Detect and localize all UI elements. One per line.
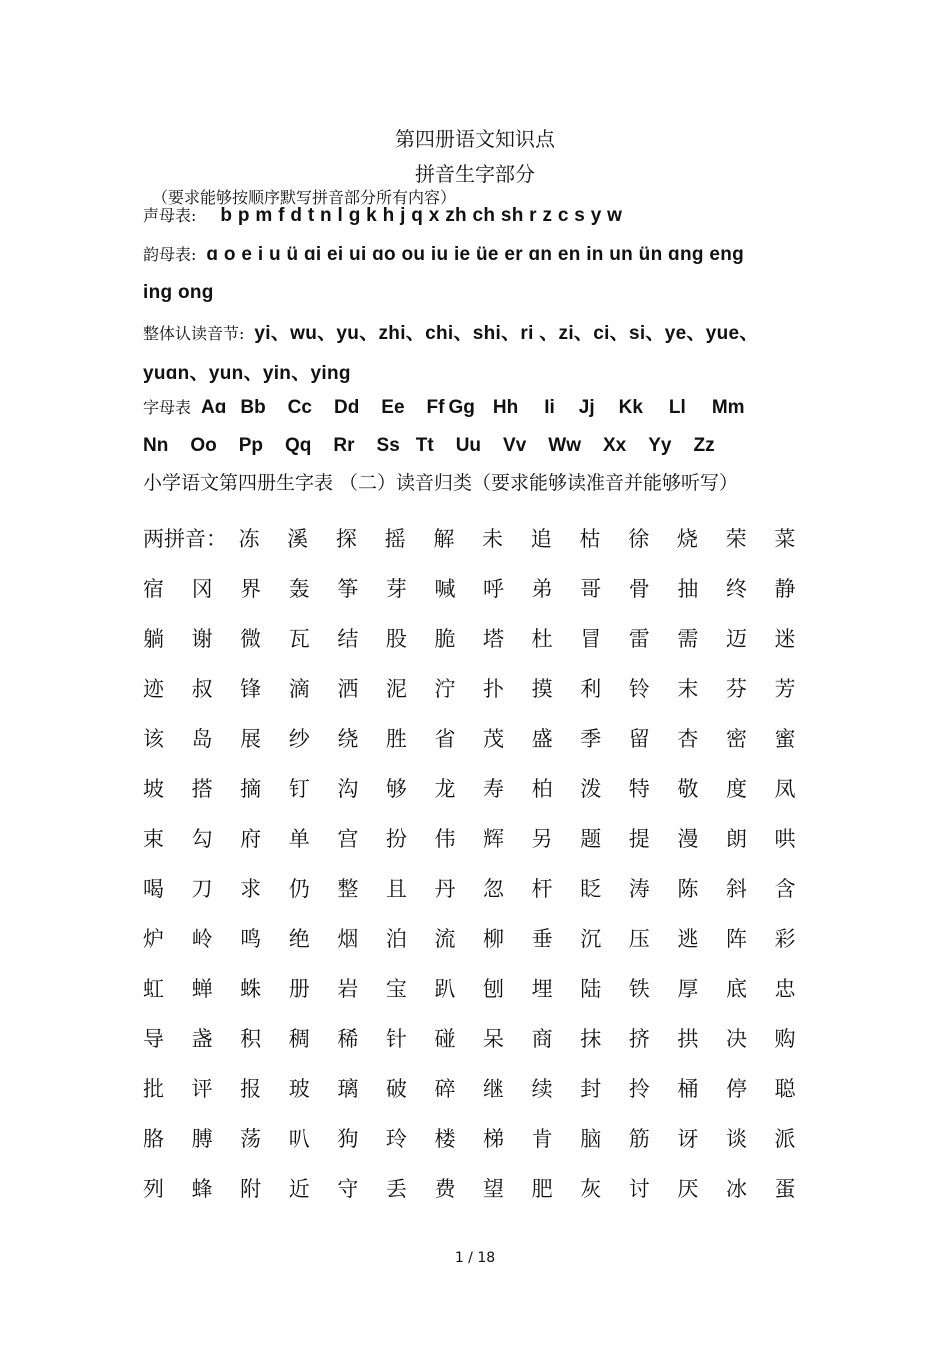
char-row bbox=[143, 613, 823, 663]
hanzi-char: 冒 bbox=[580, 627, 602, 651]
hanzi-char: 报 bbox=[240, 1077, 262, 1101]
hanzi-char: 稀 bbox=[337, 1027, 359, 1051]
zimu-line-2 bbox=[143, 435, 737, 457]
char-row bbox=[143, 1063, 823, 1113]
hanzi-char: 聪 bbox=[774, 1077, 796, 1101]
hanzi-char: 厌 bbox=[677, 1177, 699, 1201]
hanzi-char: 桶 bbox=[677, 1077, 699, 1101]
alphabet-pair: Bb bbox=[240, 397, 266, 418]
hanzi-char: 泼 bbox=[580, 777, 602, 801]
hanzi-char: 杜 bbox=[531, 627, 553, 651]
hanzi-char: 柏 bbox=[531, 777, 553, 801]
hanzi-char: 泊 bbox=[385, 927, 407, 951]
hanzi-char: 荣 bbox=[725, 527, 747, 551]
hanzi-char: 伟 bbox=[434, 827, 456, 851]
hanzi-char: 拎 bbox=[628, 1077, 650, 1101]
hanzi-char: 搭 bbox=[191, 777, 213, 801]
hanzi-char: 末 bbox=[677, 677, 699, 701]
alphabet-pair: Cc bbox=[287, 397, 312, 418]
hanzi-char: 哥 bbox=[580, 577, 602, 601]
hanzi-char: 厚 bbox=[677, 977, 699, 1001]
section-title: 小学语文第四册生字表 （二）读音归类（要求能够读准音并能够听写） bbox=[143, 472, 739, 494]
hanzi-char: 溪 bbox=[287, 527, 309, 551]
hanzi-char: 迈 bbox=[725, 627, 747, 651]
hanzi-char: 虹 bbox=[143, 977, 164, 1001]
hanzi-char: 购 bbox=[774, 1027, 796, 1051]
hanzi-char: 荡 bbox=[240, 1127, 262, 1151]
hanzi-char: 碎 bbox=[434, 1077, 456, 1101]
hanzi-char: 灰 bbox=[580, 1177, 602, 1201]
hanzi-char: 蜜 bbox=[774, 727, 796, 751]
hanzi-char: 塔 bbox=[483, 627, 505, 651]
alphabet-pair: Vv bbox=[503, 435, 527, 456]
hanzi-char: 芽 bbox=[385, 577, 407, 601]
hanzi-char: 鸣 bbox=[240, 927, 262, 951]
hanzi-char: 冈 bbox=[191, 577, 213, 601]
hanzi-char: 派 bbox=[774, 1127, 796, 1151]
hanzi-char: 漫 bbox=[677, 827, 699, 851]
hanzi-char: 忠 bbox=[774, 977, 796, 1001]
hanzi-char: 楼 bbox=[434, 1127, 456, 1151]
hanzi-char: 另 bbox=[531, 827, 553, 851]
hanzi-char: 盏 bbox=[191, 1027, 213, 1051]
hanzi-char: 肯 bbox=[531, 1127, 553, 1151]
hanzi-char: 胜 bbox=[385, 727, 407, 751]
hanzi-char: 宿 bbox=[143, 577, 164, 601]
char-row bbox=[143, 1113, 823, 1163]
hanzi-char: 徐 bbox=[628, 527, 650, 551]
zhengti-value-2: yuɑn、yun、yin、yinɡ bbox=[143, 363, 351, 384]
hanzi-char: 探 bbox=[335, 527, 357, 551]
alphabet-pair: Xx bbox=[603, 435, 627, 456]
zimu-line-1 bbox=[143, 395, 767, 419]
hanzi-char: 终 bbox=[725, 577, 747, 601]
hanzi-char: 界 bbox=[240, 577, 262, 601]
hanzi-char: 铃 bbox=[628, 677, 650, 701]
hanzi-char: 蛋 bbox=[774, 1177, 796, 1201]
hanzi-char: 叭 bbox=[288, 1127, 310, 1151]
alphabet-pair: Gɡ bbox=[448, 397, 475, 418]
hanzi-char: 含 bbox=[774, 877, 796, 901]
hanzi-char: 摘 bbox=[240, 777, 262, 801]
char-row bbox=[143, 563, 823, 613]
hanzi-char: 叔 bbox=[191, 677, 213, 701]
hanzi-char: 坡 bbox=[143, 777, 164, 801]
hanzi-char: 积 bbox=[240, 1027, 262, 1051]
hanzi-char: 封 bbox=[580, 1077, 602, 1101]
alphabet-pair: Hh bbox=[492, 397, 519, 418]
hanzi-char: 迹 bbox=[143, 677, 164, 701]
hanzi-char: 蜂 bbox=[191, 1177, 213, 1201]
hanzi-char: 续 bbox=[531, 1077, 553, 1101]
hanzi-char: 度 bbox=[725, 777, 747, 801]
hanzi-char: 脑 bbox=[580, 1127, 602, 1151]
hanzi-char: 凤 bbox=[774, 777, 796, 801]
hanzi-char: 轰 bbox=[288, 577, 310, 601]
hanzi-char: 眨 bbox=[580, 877, 602, 901]
hanzi-char: 龙 bbox=[434, 777, 456, 801]
character-table bbox=[143, 513, 823, 1213]
hanzi-char: 该 bbox=[143, 727, 164, 751]
hanzi-char: 册 bbox=[288, 977, 310, 1001]
hanzi-char: 盛 bbox=[531, 727, 553, 751]
hanzi-char: 脆 bbox=[434, 627, 456, 651]
hanzi-char: 特 bbox=[628, 777, 650, 801]
table-row-label: 两拼音： bbox=[143, 527, 227, 551]
alphabet-pair: Yy bbox=[648, 435, 672, 456]
hanzi-char: 呼 bbox=[483, 577, 505, 601]
hanzi-char: 茂 bbox=[483, 727, 505, 751]
hanzi-char: 密 bbox=[725, 727, 747, 751]
zhengti-line-1 bbox=[143, 318, 759, 345]
hanzi-char: 枯 bbox=[579, 527, 601, 551]
alphabet-pair: Mm bbox=[711, 397, 745, 418]
hanzi-char: 趴 bbox=[434, 977, 456, 1001]
hanzi-char: 扮 bbox=[385, 827, 407, 851]
hanzi-char: 肥 bbox=[531, 1177, 553, 1201]
hanzi-char: 呆 bbox=[483, 1027, 505, 1051]
hanzi-char: 解 bbox=[433, 527, 455, 551]
alphabet-pair: Ss bbox=[376, 435, 400, 456]
hanzi-char: 稠 bbox=[288, 1027, 310, 1051]
hanzi-char: 导 bbox=[143, 1027, 164, 1051]
hanzi-char: 菜 bbox=[774, 527, 796, 551]
alphabet-pair: Tt bbox=[415, 435, 434, 456]
hanzi-char: 烧 bbox=[676, 527, 698, 551]
hanzi-char: 璃 bbox=[337, 1077, 359, 1101]
hanzi-char: 刨 bbox=[483, 977, 505, 1001]
alphabet-pair: Qq bbox=[285, 435, 312, 456]
hanzi-char: 商 bbox=[531, 1027, 553, 1051]
alphabet-pair: Zz bbox=[693, 435, 715, 456]
hanzi-char: 寿 bbox=[483, 777, 505, 801]
hanzi-char: 微 bbox=[240, 627, 262, 651]
char-row bbox=[143, 1163, 823, 1213]
char-row bbox=[143, 863, 823, 913]
hanzi-char: 辉 bbox=[483, 827, 505, 851]
hanzi-char: 陈 bbox=[677, 877, 699, 901]
hanzi-char: 需 bbox=[677, 627, 699, 651]
hanzi-char: 追 bbox=[530, 527, 552, 551]
hanzi-char: 守 bbox=[337, 1177, 359, 1201]
hanzi-char: 芳 bbox=[774, 677, 796, 701]
hanzi-char: 逃 bbox=[677, 927, 699, 951]
hanzi-char: 抽 bbox=[677, 577, 699, 601]
zhengti-label: 整体认读音节: bbox=[143, 324, 245, 343]
hanzi-char: 沟 bbox=[337, 777, 359, 801]
hanzi-char: 炉 bbox=[143, 927, 164, 951]
hanzi-char: 泞 bbox=[434, 677, 456, 701]
zhengti-line-2 bbox=[143, 358, 351, 385]
hanzi-char: 胳 bbox=[143, 1127, 164, 1151]
hanzi-char: 列 bbox=[143, 1177, 164, 1201]
alphabet-pair: Ww bbox=[548, 435, 581, 456]
hanzi-char: 批 bbox=[143, 1077, 164, 1101]
char-row bbox=[143, 763, 823, 813]
char-row bbox=[143, 963, 823, 1013]
alphabet-pair: Jj bbox=[578, 397, 595, 418]
hanzi-char: 挤 bbox=[628, 1027, 650, 1051]
hanzi-char: 决 bbox=[725, 1027, 747, 1051]
hanzi-char: 讶 bbox=[677, 1127, 699, 1151]
shengmu-label: 声母表: bbox=[143, 206, 197, 225]
hanzi-char: 宫 bbox=[337, 827, 359, 851]
hanzi-char: 膊 bbox=[191, 1127, 213, 1151]
hanzi-char: 破 bbox=[385, 1077, 407, 1101]
hanzi-char: 题 bbox=[580, 827, 602, 851]
hanzi-char: 岛 bbox=[191, 727, 213, 751]
hanzi-char: 拱 bbox=[677, 1027, 699, 1051]
zhengti-value-1: yi、wu、yu、zhi、chi、shi、ri 、zi、ci、si、ye、yue、 bbox=[254, 323, 759, 344]
char-row bbox=[143, 663, 823, 713]
hanzi-char: 杆 bbox=[531, 877, 553, 901]
page-subtitle: 拼音生字部分 bbox=[415, 162, 535, 186]
hanzi-char: 碰 bbox=[434, 1027, 456, 1051]
hanzi-char: 钉 bbox=[288, 777, 310, 801]
hanzi-char: 摇 bbox=[384, 527, 406, 551]
char-row bbox=[143, 813, 823, 863]
hanzi-char: 骨 bbox=[628, 577, 650, 601]
hanzi-char: 针 bbox=[385, 1027, 407, 1051]
hanzi-char: 扑 bbox=[483, 677, 505, 701]
hanzi-char: 柳 bbox=[483, 927, 505, 951]
hanzi-char: 整 bbox=[337, 877, 359, 901]
alphabet-pair: Kk bbox=[618, 397, 643, 418]
hanzi-char: 筝 bbox=[337, 577, 359, 601]
hanzi-char: 丢 bbox=[385, 1177, 407, 1201]
yunmu-line-2 bbox=[143, 282, 214, 304]
page-number: 1 / 18 bbox=[454, 1250, 496, 1266]
hanzi-char: 埋 bbox=[531, 977, 553, 1001]
hanzi-char: 冻 bbox=[238, 527, 260, 551]
hanzi-char: 仍 bbox=[288, 877, 310, 901]
hanzi-char: 沉 bbox=[580, 927, 602, 951]
shengmu-line bbox=[143, 203, 622, 227]
zimu-label: 字母表 bbox=[143, 398, 192, 417]
hanzi-char: 芬 bbox=[725, 677, 747, 701]
hanzi-char: 评 bbox=[191, 1077, 213, 1101]
hanzi-char: 股 bbox=[385, 627, 407, 651]
hanzi-char: 利 bbox=[580, 677, 602, 701]
hanzi-char: 瓦 bbox=[288, 627, 310, 651]
alphabet-pair: Ll bbox=[668, 397, 686, 418]
hanzi-char: 躺 bbox=[143, 627, 164, 651]
hanzi-char: 朗 bbox=[725, 827, 747, 851]
hanzi-char: 弟 bbox=[531, 577, 553, 601]
hanzi-char: 够 bbox=[385, 777, 407, 801]
hanzi-char: 狗 bbox=[337, 1127, 359, 1151]
char-row bbox=[143, 713, 823, 763]
shengmu-value: b p m f d t n l ɡ k h j q x zh ch sh r z c s y w bbox=[220, 205, 623, 226]
requirement-note: （要求能够按顺序默写拼音部分所有内容） bbox=[152, 188, 457, 207]
hanzi-char: 展 bbox=[240, 727, 262, 751]
hanzi-char: 铁 bbox=[628, 977, 650, 1001]
hanzi-char: 垂 bbox=[531, 927, 553, 951]
alphabet-pair: Ff bbox=[426, 397, 445, 418]
hanzi-char: 谢 bbox=[191, 627, 213, 651]
yunmu-value-1: ɑ o e i u ü ɑi ei ui ɑo ou iu ie üe er ɑn en in un ün ɑnɡ enɡ bbox=[206, 244, 745, 265]
hanzi-char: 滴 bbox=[288, 677, 310, 701]
hanzi-char: 省 bbox=[434, 727, 456, 751]
hanzi-char: 绕 bbox=[337, 727, 359, 751]
hanzi-char: 蝉 bbox=[191, 977, 213, 1001]
yunmu-line-1 bbox=[143, 242, 744, 266]
hanzi-char: 喊 bbox=[434, 577, 456, 601]
hanzi-char: 迷 bbox=[774, 627, 796, 651]
page-title: 第四册语文知识点 bbox=[395, 127, 555, 151]
hanzi-char: 结 bbox=[337, 627, 359, 651]
hanzi-char: 丹 bbox=[434, 877, 456, 901]
hanzi-char: 季 bbox=[580, 727, 602, 751]
hanzi-char: 求 bbox=[240, 877, 262, 901]
alphabet-pair: Ii bbox=[544, 397, 555, 418]
hanzi-char: 锋 bbox=[240, 677, 262, 701]
hanzi-char: 流 bbox=[434, 927, 456, 951]
hanzi-char: 涛 bbox=[628, 877, 650, 901]
hanzi-char: 泥 bbox=[385, 677, 407, 701]
hanzi-char: 陆 bbox=[580, 977, 602, 1001]
hanzi-char: 底 bbox=[725, 977, 747, 1001]
hanzi-char: 未 bbox=[482, 527, 504, 551]
hanzi-char: 阵 bbox=[725, 927, 747, 951]
hanzi-char: 抹 bbox=[580, 1027, 602, 1051]
hanzi-char: 忽 bbox=[483, 877, 505, 901]
alphabet-pair: Aɑ bbox=[201, 397, 227, 418]
hanzi-char: 绝 bbox=[288, 927, 310, 951]
zimu-row-1 bbox=[201, 397, 767, 418]
hanzi-char: 宝 bbox=[385, 977, 407, 1001]
alphabet-pair: Pp bbox=[238, 435, 263, 456]
hanzi-char: 谈 bbox=[725, 1127, 747, 1151]
yunmu-value-2: inɡ onɡ bbox=[143, 282, 214, 303]
hanzi-char: 哄 bbox=[774, 827, 796, 851]
hanzi-char: 刀 bbox=[191, 877, 213, 901]
hanzi-char: 杏 bbox=[677, 727, 699, 751]
hanzi-char: 斜 bbox=[725, 877, 747, 901]
alphabet-pair: Dd bbox=[333, 397, 360, 418]
hanzi-char: 继 bbox=[483, 1077, 505, 1101]
char-row bbox=[143, 913, 823, 963]
hanzi-char: 单 bbox=[288, 827, 310, 851]
hanzi-char: 摸 bbox=[531, 677, 553, 701]
alphabet-pair: Oo bbox=[190, 435, 217, 456]
hanzi-char: 蛛 bbox=[240, 977, 262, 1001]
hanzi-char: 压 bbox=[628, 927, 650, 951]
hanzi-char: 静 bbox=[774, 577, 796, 601]
zimu-row-2 bbox=[143, 435, 737, 456]
hanzi-char: 喝 bbox=[143, 877, 164, 901]
hanzi-char: 玲 bbox=[385, 1127, 407, 1151]
hanzi-char: 雷 bbox=[628, 627, 650, 651]
hanzi-char: 留 bbox=[628, 727, 650, 751]
alphabet-pair: Ee bbox=[381, 397, 405, 418]
hanzi-char: 岭 bbox=[191, 927, 213, 951]
hanzi-char: 府 bbox=[240, 827, 262, 851]
yunmu-label: 韵母表: bbox=[143, 245, 197, 264]
hanzi-char: 敬 bbox=[677, 777, 699, 801]
hanzi-char: 筋 bbox=[628, 1127, 650, 1151]
hanzi-char: 岩 bbox=[337, 977, 359, 1001]
hanzi-char: 提 bbox=[628, 827, 650, 851]
hanzi-char: 洒 bbox=[337, 677, 359, 701]
hanzi-char: 且 bbox=[385, 877, 407, 901]
hanzi-char: 烟 bbox=[337, 927, 359, 951]
char-row bbox=[143, 513, 823, 563]
hanzi-char: 近 bbox=[288, 1177, 310, 1201]
hanzi-char: 冰 bbox=[725, 1177, 747, 1201]
char-row bbox=[143, 1013, 823, 1063]
alphabet-pair: Nn bbox=[143, 435, 169, 456]
hanzi-char: 纱 bbox=[288, 727, 310, 751]
hanzi-char: 勾 bbox=[191, 827, 213, 851]
hanzi-char: 束 bbox=[143, 827, 164, 851]
hanzi-char: 停 bbox=[725, 1077, 747, 1101]
hanzi-char: 玻 bbox=[288, 1077, 310, 1101]
hanzi-char: 附 bbox=[240, 1177, 262, 1201]
hanzi-char: 梯 bbox=[483, 1127, 505, 1151]
hanzi-char: 讨 bbox=[628, 1177, 650, 1201]
alphabet-pair: Uu bbox=[455, 435, 482, 456]
hanzi-char: 望 bbox=[483, 1177, 505, 1201]
hanzi-char: 费 bbox=[434, 1177, 456, 1201]
alphabet-pair: Rr bbox=[333, 435, 355, 456]
hanzi-char: 彩 bbox=[774, 927, 796, 951]
